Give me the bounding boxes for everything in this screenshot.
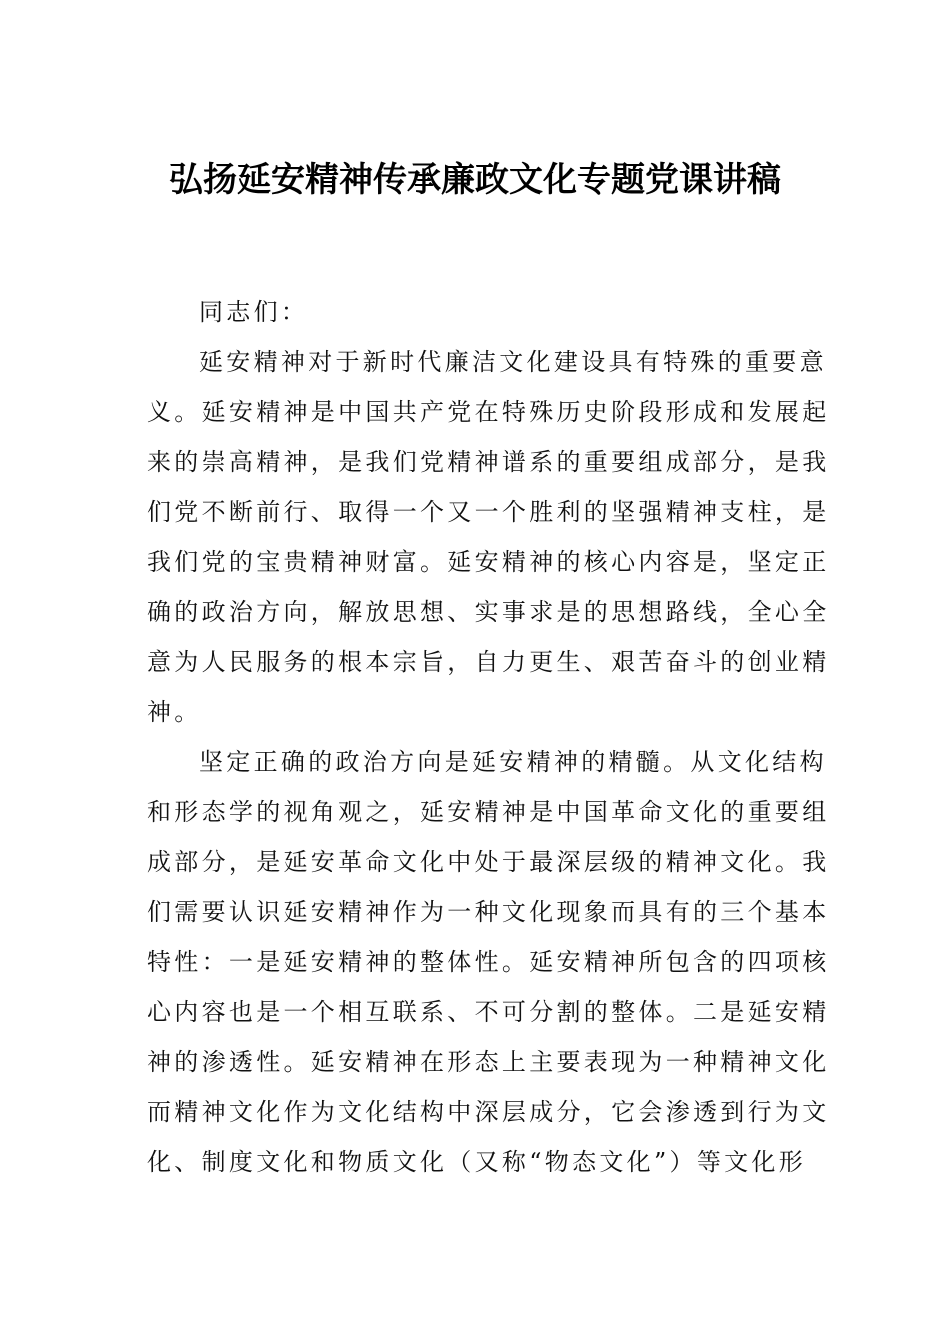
paragraph-1 [147,337,830,737]
document-body [147,287,830,1187]
paragraph-line: 们党不断前行、取得一个又一个胜利的坚强精神支柱，是 [147,498,830,526]
paragraph-line: 延安精神对于新时代廉洁文化建设具有特殊的重要意 [199,348,827,376]
paragraph-line: 我们党的宝贵精神财富。延安精神的核心内容是，坚定正 [147,548,830,576]
document-title: 弘扬延安精神传承廉政文化专题党课讲稿 [169,160,781,200]
greeting: 同志们： [199,298,309,326]
paragraph-line: 神的渗透性。延安精神在形态上主要表现为一种精神文化 [147,1048,830,1076]
paragraph-line: 特性：一是延安精神的整体性。延安精神所包含的四项核 [147,948,830,976]
paragraph-line: 心内容也是一个相互联系、不可分割的整体。二是延安精 [147,998,830,1026]
paragraph-line: 化、制度文化和物质文化（又称“物态文化”）等文化形 [147,1148,807,1176]
paragraph-line: 而精神文化作为文化结构中深层成分，它会渗透到行为文 [147,1098,830,1126]
paragraph-line: 来的崇高精神，是我们党精神谱系的重要组成部分，是我 [147,448,830,476]
paragraph-line: 义。延安精神是中国共产党在特殊历史阶段形成和发展起 [147,398,830,426]
paragraph-line: 成部分，是延安革命文化中处于最深层级的精神文化。我 [147,848,830,876]
paragraph-2 [147,737,830,1187]
paragraph-line: 神。 [147,698,202,726]
paragraph-line: 确的政治方向，解放思想、实事求是的思想路线，全心全 [147,598,830,626]
paragraph-line: 坚定正确的政治方向是延安精神的精髓。从文化结构 [199,748,827,776]
paragraph-line: 和形态学的视角观之，延安精神是中国革命文化的重要组 [147,798,830,826]
paragraph-line: 意为人民服务的根本宗旨，自力更生、艰苦奋斗的创业精 [147,648,830,676]
paragraph-line: 们需要认识延安精神作为一种文化现象而具有的三个基本 [147,898,830,926]
